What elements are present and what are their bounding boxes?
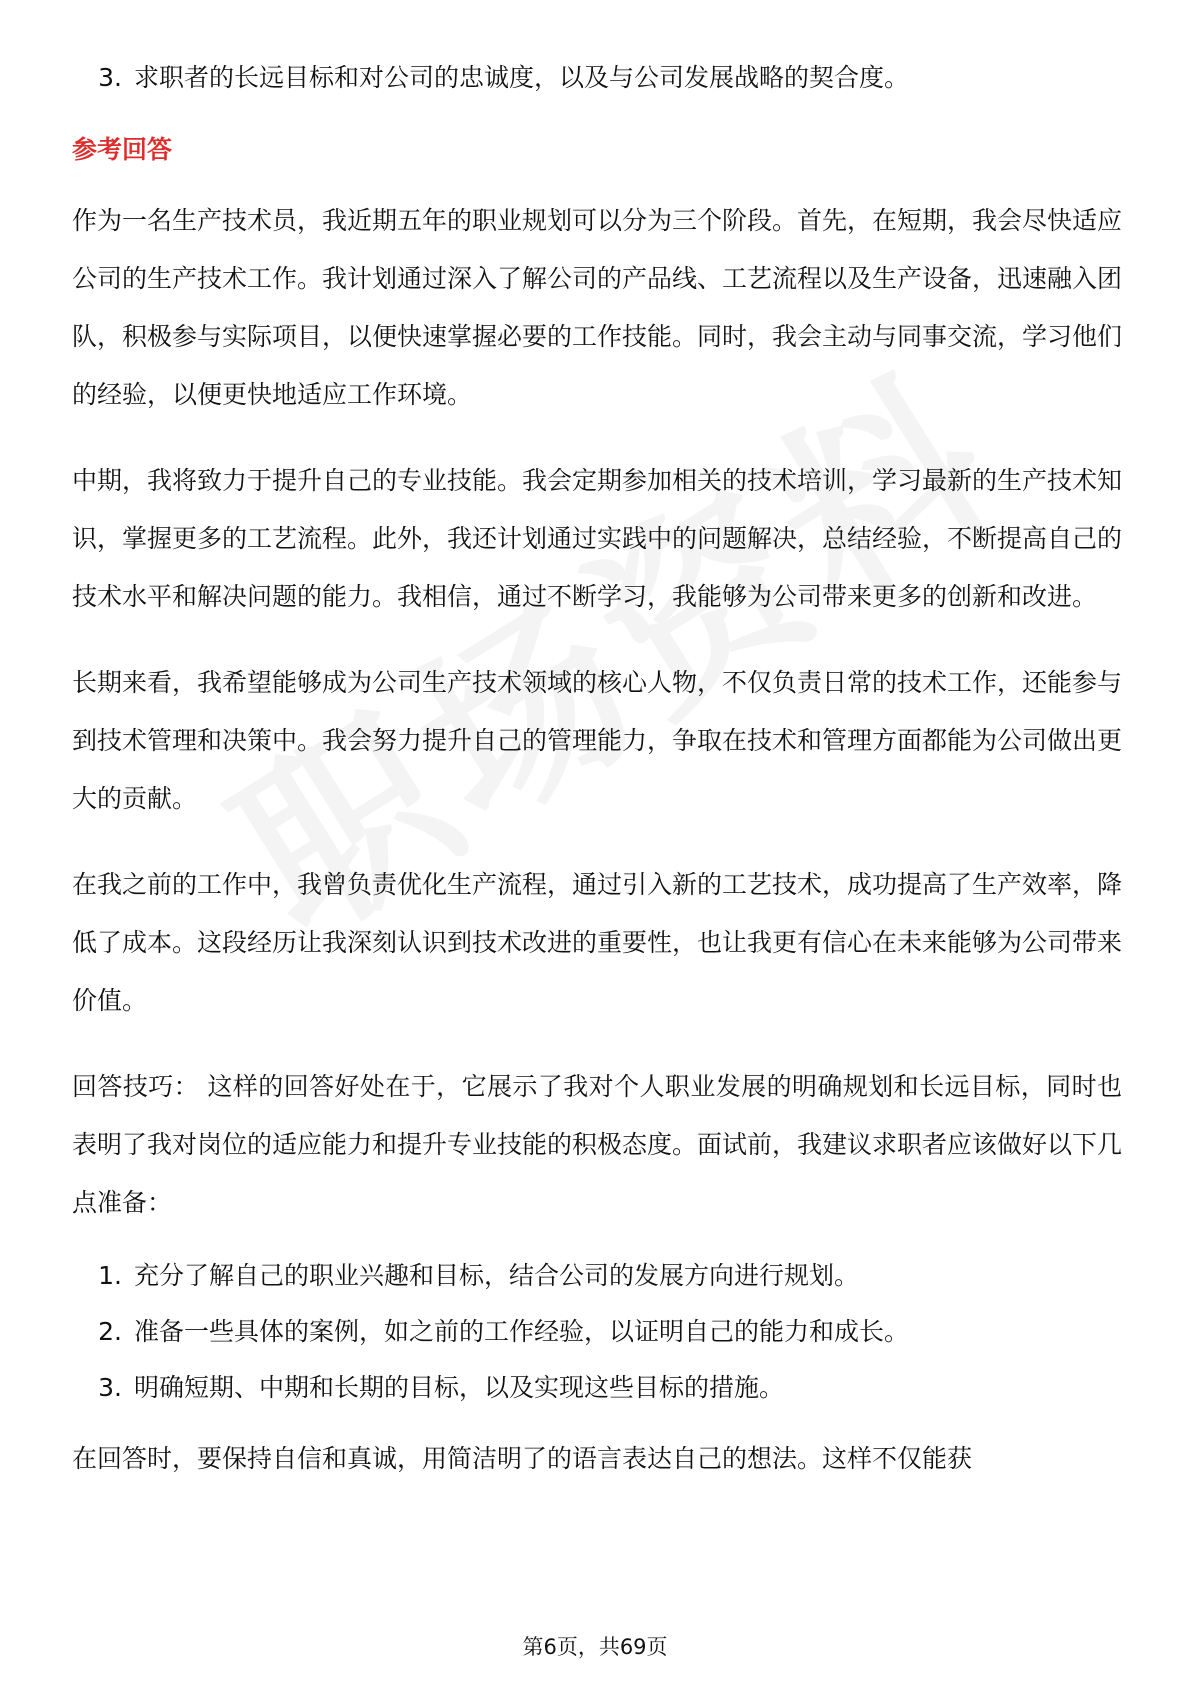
- list-item-text: 明确短期、中期和长期的目标，以及实现这些目标的措施。: [134, 1373, 785, 1402]
- paragraph-mid-term: 中期，我将致力于提升自己的专业技能。我会定期参加相关的技术培训，学习最新的生产技术知识，掌握更多的工艺流程。此外，我还计划通过实践中的问题解决，总结经验，不断提高自己的技术水平和解决问题的能力。我相信，通过不断学习，我能够为公司带来更多的创新和改进。: [72, 466, 1123, 611]
- list-item-number: 2.: [98, 1317, 122, 1346]
- section-title: 参考回答: [72, 135, 173, 164]
- list-item: [72, 1256, 1122, 1296]
- paragraph-short-term: 作为一名生产技术员，我近期五年的职业规划可以分为三个阶段。首先，在短期，我会尽快适应公司的生产技术工作。我计划通过深入了解公司的产品线、工艺流程以及生产设备，迅速融入团队，积极参与实际项目，以便快速掌握必要的工作技能。同时，我会主动与同事交流，学习他们的经验，以便更快地适应工作环境。: [72, 206, 1123, 409]
- page-footer: 第6页，共69页: [522, 1635, 668, 1659]
- list-item-number: 3.: [98, 1373, 122, 1402]
- list-item-text: 充分了解自己的职业兴趣和目标，结合公司的发展方向进行规划。: [134, 1261, 860, 1290]
- list-item-number: 3.: [98, 63, 122, 92]
- top-numbered-list: [72, 58, 1122, 98]
- paragraph-long-term: 长期来看，我希望能够成为公司生产技术领域的核心人物，不仅负责日常的技术工作，还能参与到技术管理和决策中。我会努力提升自己的管理能力，争取在技术和管理方面都能为公司做出更大的贡献。: [72, 668, 1123, 813]
- list-item-text: 准备一些具体的案例，如之前的工作经验，以证明自己的能力和成长。: [134, 1317, 910, 1346]
- list-item: [72, 1312, 1122, 1352]
- list-item-number: 1.: [98, 1261, 122, 1290]
- list-item: [72, 58, 1122, 98]
- page-content: [72, 58, 1122, 1488]
- list-item: [72, 1368, 1122, 1408]
- list-item-text: 求职者的长远目标和对公司的忠诚度，以及与公司发展战略的契合度。: [134, 63, 910, 92]
- paragraph-experience: 在我之前的工作中，我曾负责优化生产流程，通过引入新的工艺技术，成功提高了生产效率，降低了成本。这段经历让我深刻认识到技术改进的重要性，也让我更有信心在未来能够为公司带来价值。: [72, 870, 1123, 1015]
- closing-paragraph: 在回答时，要保持自信和真诚，用简洁明了的语言表达自己的想法。这样不仅能获: [72, 1444, 973, 1473]
- preparation-list: [72, 1256, 1122, 1408]
- paragraph-answer-tips: 回答技巧： 这样的回答好处在于，它展示了我对个人职业发展的明确规划和长远目标，同时也表明了我对岗位的适应能力和提升专业技能的积极态度。面试前，我建议求职者应该做好以下几点准备：: [72, 1072, 1123, 1217]
